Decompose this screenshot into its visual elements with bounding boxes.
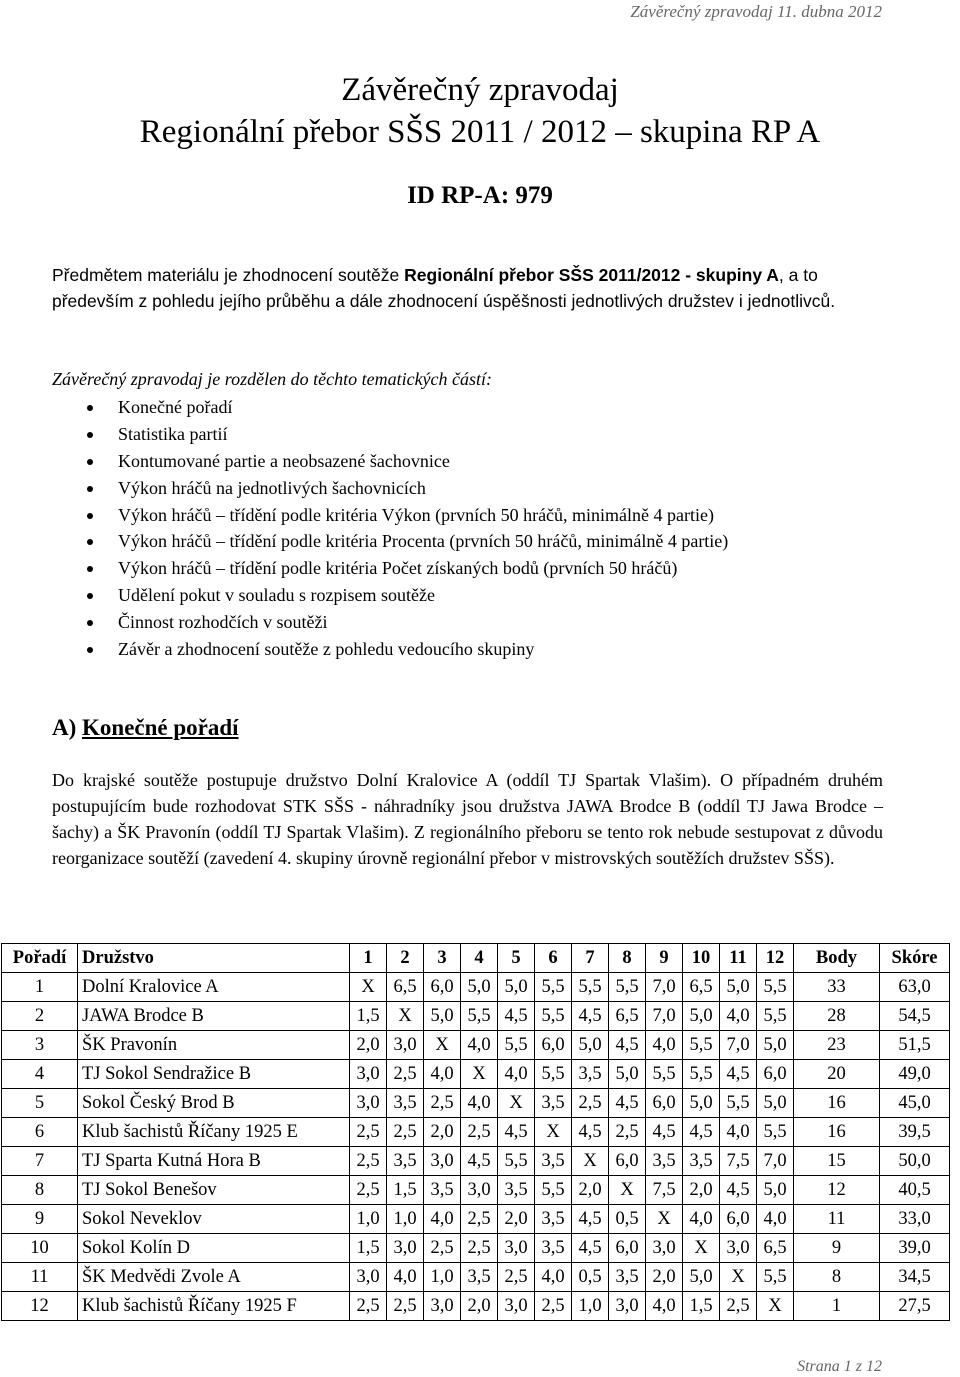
score-cell: 5,5 <box>757 1118 794 1147</box>
column-header: 12 <box>757 944 794 973</box>
score-cell: 7,0 <box>646 1002 683 1031</box>
table-row <box>2 1089 950 1118</box>
toc-item <box>0 609 940 636</box>
score-cell: 3,0 <box>387 1234 424 1263</box>
score-cell: 5,0 <box>757 1089 794 1118</box>
score-cell: 6,5 <box>387 973 424 1002</box>
score-cell: 2,5 <box>387 1060 424 1089</box>
rank-cell: 10 <box>2 1234 78 1263</box>
bullet-icon <box>87 513 93 519</box>
document-id: ID RP-A: 979 <box>407 182 553 209</box>
score-cell: 6,5 <box>757 1234 794 1263</box>
column-header: 1 <box>350 944 387 973</box>
rank-cell: 6 <box>2 1118 78 1147</box>
score-cell: 4,5 <box>720 1176 757 1205</box>
score-cell: 1,5 <box>683 1292 720 1321</box>
score-cell: 4,5 <box>498 1118 535 1147</box>
score-cell: 4,0 <box>424 1060 461 1089</box>
score-cell: 2,0 <box>461 1292 498 1321</box>
score-cell: 1,0 <box>572 1292 609 1321</box>
score-cell: 16 <box>794 1118 880 1147</box>
score-cell: 45,0 <box>880 1089 950 1118</box>
score-cell: 6,0 <box>646 1089 683 1118</box>
score-cell: 1 <box>794 1292 880 1321</box>
score-cell: 5,5 <box>498 1147 535 1176</box>
score-cell: 23 <box>794 1031 880 1060</box>
score-cell: 2,5 <box>498 1263 535 1292</box>
score-cell: 3,5 <box>609 1263 646 1292</box>
score-cell: 40,5 <box>880 1176 950 1205</box>
toc-item-label: Udělení pokut v souladu s rozpisem soutěže <box>118 585 435 606</box>
score-cell: 6,0 <box>720 1205 757 1234</box>
score-cell: 3,0 <box>387 1031 424 1060</box>
score-cell: 2,5 <box>350 1176 387 1205</box>
score-cell: 0,5 <box>609 1205 646 1234</box>
score-cell: 1,5 <box>350 1002 387 1031</box>
toc-item-label: Kontumované partie a neobsazené šachovnice <box>118 450 450 471</box>
bullet-icon <box>87 566 93 572</box>
column-header: 8 <box>609 944 646 973</box>
team-name-cell: TJ Sokol Benešov <box>78 1176 350 1205</box>
rank-cell: 3 <box>2 1031 78 1060</box>
score-cell: 3,0 <box>350 1060 387 1089</box>
score-cell: X <box>720 1263 757 1292</box>
score-cell: 15 <box>794 1147 880 1176</box>
score-cell: 4,5 <box>572 1205 609 1234</box>
score-cell: 3,0 <box>350 1089 387 1118</box>
score-cell: 4,5 <box>609 1031 646 1060</box>
bullet-icon <box>87 593 93 599</box>
score-cell: 2,0 <box>646 1263 683 1292</box>
score-cell: 8 <box>794 1263 880 1292</box>
table-row <box>2 1205 950 1234</box>
score-cell: 5,5 <box>461 1002 498 1031</box>
score-cell: 4,0 <box>720 1002 757 1031</box>
score-cell: X <box>424 1031 461 1060</box>
score-cell: 6,5 <box>609 1002 646 1031</box>
score-cell: 3,5 <box>387 1147 424 1176</box>
score-cell: 5,5 <box>535 973 572 1002</box>
score-cell: 1,0 <box>424 1263 461 1292</box>
score-cell: 3,0 <box>424 1292 461 1321</box>
toc-item-label: Konečné pořadí <box>118 397 233 417</box>
bullet-icon <box>87 486 93 492</box>
toc-item-label: Výkon hráčů na jednotlivých šachovnicích <box>118 477 426 498</box>
column-header: 4 <box>461 944 498 973</box>
score-cell: 4,0 <box>646 1292 683 1321</box>
score-cell: X <box>387 1002 424 1031</box>
score-cell: 4,5 <box>572 1234 609 1263</box>
score-cell: 5,5 <box>683 1031 720 1060</box>
table-header-row <box>2 944 950 973</box>
score-cell: 20 <box>794 1060 880 1089</box>
score-cell: 1,5 <box>350 1234 387 1263</box>
score-cell: 5,5 <box>498 1031 535 1060</box>
score-cell: 4,5 <box>720 1060 757 1089</box>
score-cell: 5,0 <box>683 1263 720 1292</box>
column-header: Body <box>794 944 880 973</box>
score-cell: 11 <box>794 1205 880 1234</box>
toc-item-label: Výkon hráčů – třídění podle kritéria Procenta (prvních 50 hráčů, minimálně 4 partie) <box>118 531 729 552</box>
bullet-icon <box>87 647 93 653</box>
score-cell: 2,0 <box>498 1205 535 1234</box>
team-name-cell: Dolní Kralovice A <box>78 973 350 1002</box>
score-cell: 34,5 <box>880 1263 950 1292</box>
score-cell: 7,0 <box>720 1031 757 1060</box>
column-header: 6 <box>535 944 572 973</box>
section-a-title: Konečné pořadí <box>82 715 239 740</box>
table-body <box>2 973 950 1321</box>
rank-cell: 11 <box>2 1263 78 1292</box>
score-cell: 2,5 <box>535 1292 572 1321</box>
toc-item <box>0 475 940 502</box>
score-cell: X <box>535 1118 572 1147</box>
column-header: 7 <box>572 944 609 973</box>
score-cell: 5,0 <box>609 1060 646 1089</box>
score-cell: 4,0 <box>757 1205 794 1234</box>
running-header: Závěrečný zpravodaj 11. dubna 2012 <box>630 2 882 21</box>
score-cell: 7,5 <box>720 1147 757 1176</box>
score-cell: 5,0 <box>757 1176 794 1205</box>
section-a-heading <box>52 715 239 741</box>
column-header: Družstvo <box>78 944 350 973</box>
column-header: 5 <box>498 944 535 973</box>
toc-item <box>0 528 940 555</box>
score-cell: 3,0 <box>609 1292 646 1321</box>
score-cell: 33 <box>794 973 880 1002</box>
score-cell: X <box>646 1205 683 1234</box>
score-cell: 3,5 <box>572 1060 609 1089</box>
team-name-cell: ŠK Medvědi Zvole A <box>78 1263 350 1292</box>
toc-item <box>0 394 940 421</box>
score-cell: 5,5 <box>572 973 609 1002</box>
score-cell: 9 <box>794 1234 880 1263</box>
score-cell: 49,0 <box>880 1060 950 1089</box>
score-cell: 6,0 <box>609 1234 646 1263</box>
bullet-icon <box>87 405 93 411</box>
score-cell: 2,5 <box>350 1147 387 1176</box>
score-cell: 7,5 <box>646 1176 683 1205</box>
table-row <box>2 1060 950 1089</box>
toc-item-label: Závěr a zhodnocení soutěže z pohledu vedoucího skupiny <box>118 639 535 660</box>
table-row <box>2 1147 950 1176</box>
team-name-cell: Sokol Neveklov <box>78 1205 350 1234</box>
score-cell: 39,5 <box>880 1118 950 1147</box>
score-cell: 5,5 <box>535 1002 572 1031</box>
score-cell: 4,5 <box>609 1089 646 1118</box>
rank-cell: 5 <box>2 1089 78 1118</box>
team-name-cell: TJ Sparta Kutná Hora B <box>78 1147 350 1176</box>
score-cell: 7,0 <box>757 1147 794 1176</box>
score-cell: 3,0 <box>498 1292 535 1321</box>
score-cell: 28 <box>794 1002 880 1031</box>
team-name-cell: TJ Sokol Sendražice B <box>78 1060 350 1089</box>
table-row <box>2 1176 950 1205</box>
score-cell: 2,5 <box>387 1292 424 1321</box>
score-cell: 2,0 <box>424 1118 461 1147</box>
column-header: 2 <box>387 944 424 973</box>
score-cell: 2,5 <box>424 1234 461 1263</box>
toc-item <box>0 448 940 475</box>
toc-item <box>0 582 940 609</box>
table-row <box>2 1002 950 1031</box>
table-row <box>2 1292 950 1321</box>
score-cell: 5,5 <box>757 1263 794 1292</box>
rank-cell: 4 <box>2 1060 78 1089</box>
score-cell: 3,5 <box>461 1263 498 1292</box>
standings-table <box>1 943 950 1321</box>
score-cell: X <box>757 1292 794 1321</box>
table-row <box>2 1118 950 1147</box>
bullet-icon <box>87 459 93 465</box>
score-cell: X <box>350 973 387 1002</box>
score-cell: 4,5 <box>683 1118 720 1147</box>
score-cell: 4,5 <box>572 1002 609 1031</box>
score-cell: 5,5 <box>757 1002 794 1031</box>
intro-text-bold: Regionální přebor SŠS 2011/2012 - skupiny A <box>404 265 779 285</box>
score-cell: 5,5 <box>609 973 646 1002</box>
score-cell: 27,5 <box>880 1292 950 1321</box>
toc-item <box>0 636 940 663</box>
score-cell: 5,0 <box>424 1002 461 1031</box>
score-cell: 50,0 <box>880 1147 950 1176</box>
toc-item-label: Výkon hráčů – třídění podle kritéria Výkon (prvních 50 hráčů, minimálně 4 partie) <box>118 504 714 525</box>
score-cell: 1,0 <box>387 1205 424 1234</box>
score-cell: 33,0 <box>880 1205 950 1234</box>
score-cell: 5,0 <box>720 973 757 1002</box>
section-a-prefix: A) <box>52 715 83 740</box>
bullet-icon <box>87 539 93 545</box>
team-name-cell: Klub šachistů Říčany 1925 E <box>78 1118 350 1147</box>
column-header: 11 <box>720 944 757 973</box>
score-cell: 3,5 <box>535 1205 572 1234</box>
rank-cell: 9 <box>2 1205 78 1234</box>
score-cell: 63,0 <box>880 973 950 1002</box>
score-cell: 5,5 <box>646 1060 683 1089</box>
score-cell: 3,5 <box>535 1147 572 1176</box>
score-cell: 4,0 <box>424 1205 461 1234</box>
score-cell: 6,5 <box>683 973 720 1002</box>
score-cell: 2,0 <box>683 1176 720 1205</box>
score-cell: 4,0 <box>498 1060 535 1089</box>
table-row <box>2 973 950 1002</box>
document-title: Závěrečný zpravodaj <box>341 72 619 108</box>
team-name-cell: JAWA Brodce B <box>78 1002 350 1031</box>
score-cell: 5,0 <box>572 1031 609 1060</box>
toc-list <box>0 394 940 663</box>
score-cell: 39,0 <box>880 1234 950 1263</box>
score-cell: 3,5 <box>387 1089 424 1118</box>
score-cell: 3,0 <box>350 1263 387 1292</box>
toc-item <box>0 555 940 582</box>
score-cell: 3,0 <box>720 1234 757 1263</box>
score-cell: 5,0 <box>461 973 498 1002</box>
rank-cell: 12 <box>2 1292 78 1321</box>
score-cell: 3,0 <box>461 1176 498 1205</box>
toc-heading: Závěrečný zpravodaj je rozdělen do těchto tematických částí: <box>52 369 493 389</box>
table-row <box>2 1031 950 1060</box>
score-cell: 3,5 <box>646 1147 683 1176</box>
score-cell: 3,5 <box>535 1089 572 1118</box>
toc-item-label: Činnost rozhodčích v soutěži <box>118 612 328 633</box>
score-cell: 6,0 <box>609 1147 646 1176</box>
score-cell: 2,0 <box>350 1031 387 1060</box>
score-cell: X <box>683 1234 720 1263</box>
score-cell: 3,0 <box>646 1234 683 1263</box>
page-footer: Strana 1 z 12 <box>797 1358 882 1375</box>
score-cell: 1,0 <box>350 1205 387 1234</box>
table-row <box>2 1263 950 1292</box>
toc-item-label: Statistika partií <box>118 423 228 444</box>
score-cell: 5,5 <box>535 1176 572 1205</box>
score-cell: X <box>572 1147 609 1176</box>
score-cell: 2,5 <box>387 1118 424 1147</box>
score-cell: 2,5 <box>609 1118 646 1147</box>
score-cell: 4,5 <box>461 1147 498 1176</box>
team-name-cell: Sokol Kolín D <box>78 1234 350 1263</box>
score-cell: 5,0 <box>683 1002 720 1031</box>
intro-text-after: , a to především z pohledu jejího průběhu a dále zhodnocení úspěšnosti jednotlivých družstev i jednotlivců. <box>52 265 836 311</box>
column-header: 10 <box>683 944 720 973</box>
score-cell: 4,5 <box>646 1118 683 1147</box>
document-subtitle: Regionální přebor SŠS 2011 / 2012 – skupina RP A <box>139 114 821 150</box>
score-cell: 5,5 <box>535 1060 572 1089</box>
score-cell: 4,0 <box>720 1118 757 1147</box>
score-cell: 3,0 <box>498 1234 535 1263</box>
bullet-icon <box>87 620 93 626</box>
score-cell: 4,0 <box>461 1031 498 1060</box>
score-cell: 3,5 <box>498 1176 535 1205</box>
bullet-icon <box>87 432 93 438</box>
score-cell: 4,5 <box>572 1118 609 1147</box>
toc-item <box>0 502 940 529</box>
score-cell: 3,5 <box>535 1234 572 1263</box>
column-header: Skóre <box>880 944 950 973</box>
team-name-cell: ŠK Pravonín <box>78 1031 350 1060</box>
rank-cell: 7 <box>2 1147 78 1176</box>
score-cell: 5,5 <box>757 973 794 1002</box>
score-cell: X <box>498 1089 535 1118</box>
intro-text-before: Předmětem materiálu je zhodnocení soutěže <box>52 265 405 285</box>
score-cell: 2,5 <box>350 1292 387 1321</box>
score-cell: 5,0 <box>757 1031 794 1060</box>
score-cell: 2,5 <box>350 1118 387 1147</box>
score-cell: 0,5 <box>572 1263 609 1292</box>
score-cell: 2,5 <box>461 1205 498 1234</box>
score-cell: 5,5 <box>683 1060 720 1089</box>
column-header: Pořadí <box>2 944 78 973</box>
table-row <box>2 1234 950 1263</box>
score-cell: 5,0 <box>683 1089 720 1118</box>
score-cell: 54,5 <box>880 1002 950 1031</box>
rank-cell: 1 <box>2 973 78 1002</box>
score-cell: 1,5 <box>387 1176 424 1205</box>
score-cell: 12 <box>794 1176 880 1205</box>
column-header: 3 <box>424 944 461 973</box>
score-cell: 4,0 <box>387 1263 424 1292</box>
toc-item-label: Výkon hráčů – třídění podle kritéria Počet získaných bodů (prvních 50 hráčů) <box>118 558 678 579</box>
score-cell: X <box>609 1176 646 1205</box>
score-cell: 4,0 <box>461 1089 498 1118</box>
score-cell: 51,5 <box>880 1031 950 1060</box>
intro-paragraph <box>52 262 882 314</box>
score-cell: 2,5 <box>720 1292 757 1321</box>
team-name-cell: Sokol Český Brod B <box>78 1089 350 1118</box>
score-cell: 5,0 <box>498 973 535 1002</box>
score-cell: X <box>461 1060 498 1089</box>
score-cell: 4,0 <box>683 1205 720 1234</box>
score-cell: 2,5 <box>572 1089 609 1118</box>
score-cell: 4,0 <box>535 1263 572 1292</box>
score-cell: 4,0 <box>646 1031 683 1060</box>
score-cell: 6,0 <box>535 1031 572 1060</box>
team-name-cell: Klub šachistů Říčany 1925 F <box>78 1292 350 1321</box>
score-cell: 4,5 <box>498 1002 535 1031</box>
score-cell: 3,5 <box>683 1147 720 1176</box>
score-cell: 6,0 <box>424 973 461 1002</box>
score-cell: 2,5 <box>461 1118 498 1147</box>
score-cell: 16 <box>794 1089 880 1118</box>
rank-cell: 8 <box>2 1176 78 1205</box>
score-cell: 6,0 <box>757 1060 794 1089</box>
score-cell: 3,5 <box>424 1176 461 1205</box>
score-cell: 5,5 <box>720 1089 757 1118</box>
rank-cell: 2 <box>2 1002 78 1031</box>
score-cell: 2,5 <box>424 1089 461 1118</box>
score-cell: 3,0 <box>424 1147 461 1176</box>
score-cell: 2,5 <box>461 1234 498 1263</box>
section-a-paragraph: Do krajské soutěže postupuje družstvo Dolní Kralovice A (oddíl TJ Spartak Vlašim). O případném druhém postupujícím bude rozhodovat STK SŠS - náhradníky jsou družstva JAWA Brodce B (oddíl TJ Jawa Brodce – šachy) a ŠK Pravonín (oddíl TJ Spartak Vlašim). Z regionálního přeboru se tento rok nebude sestupovat z důvodu reorganizace soutěží (zavedení 4. skupiny úrovně regionální přebor v mistrovských soutěžích družstev SŠS). <box>52 770 883 868</box>
score-cell: 7,0 <box>646 973 683 1002</box>
score-cell: 2,0 <box>572 1176 609 1205</box>
column-header: 9 <box>646 944 683 973</box>
toc-item <box>0 421 940 448</box>
